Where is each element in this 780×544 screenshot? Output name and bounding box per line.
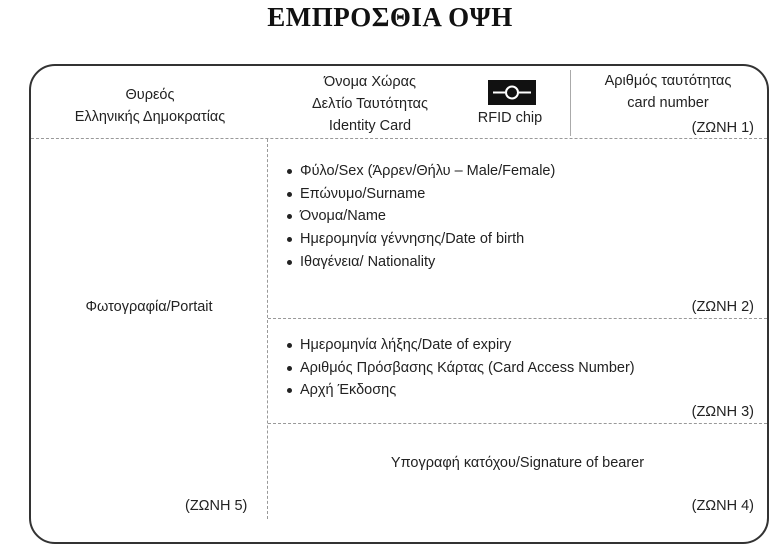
header-separator <box>31 138 767 139</box>
zone2-separator <box>268 318 767 319</box>
zone4-label: (ΖΩΝΗ 4) <box>691 498 754 514</box>
zone2-list <box>285 160 555 274</box>
zone3-list <box>285 334 635 402</box>
coat-of-arms-label <box>40 84 260 128</box>
zone2-label: (ΖΩΝΗ 2) <box>691 299 754 315</box>
list-item: Αριθμός Πρόσβασης Κάρτας (Card Access Number) <box>285 357 635 380</box>
rfid-label: RFID chip <box>477 110 543 126</box>
list-item: Αρχή Έκδοσης <box>285 379 635 402</box>
country-line3: Identity Card <box>328 118 412 134</box>
list-item: Ημερομηνία λήξης/Date of expiry <box>285 334 635 357</box>
country-label <box>270 71 470 137</box>
coat-of-arms-line2: Ελληνικής Δημοκρατίας <box>74 109 226 125</box>
page-title: ΕΜΠΡΟΣΘΙΑ ΟΨΗ <box>267 2 513 32</box>
rfid-chip-icon <box>488 80 536 105</box>
list-item: Ημερομηνία γέννησης/Date of birth <box>285 228 555 251</box>
zone3-label: (ΖΩΝΗ 3) <box>691 404 754 420</box>
portrait-label: Φωτογραφία/Portait <box>85 299 213 315</box>
card-number-line1: Αριθμός ταυτότητας <box>604 73 732 89</box>
list-item: Όνομα/Name <box>285 205 555 228</box>
country-line1: Όνομα Χώρας <box>324 74 416 90</box>
zone3-separator <box>268 423 767 424</box>
coat-of-arms-line1: Θυρεός <box>125 87 175 103</box>
signature-label: Υπογραφή κατόχου/Signature of bearer <box>390 455 645 471</box>
country-line2: Δελτίο Ταυτότητας <box>311 96 429 112</box>
list-item: Επώνυμο/Surname <box>285 183 555 206</box>
zone1-label: (ΖΩΝΗ 1) <box>691 120 754 136</box>
list-item: Ιθαγένεια/ Nationality <box>285 251 555 274</box>
card-number-line2: card number <box>627 95 709 111</box>
list-item: Φύλο/Sex (Άρρεν/Θήλυ – Male/Female) <box>285 160 555 183</box>
card-number-label <box>570 70 766 114</box>
zone5-label: (ΖΩΝΗ 5) <box>185 498 248 514</box>
